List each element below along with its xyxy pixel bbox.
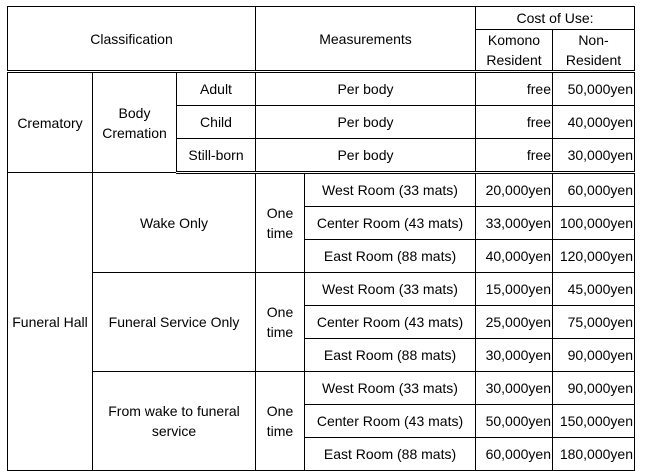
header-non-resident: Non-Resident bbox=[553, 30, 635, 72]
cremation-type: Adult bbox=[177, 72, 256, 106]
non-resident-fee: 180,000yen bbox=[553, 438, 635, 471]
resident-fee: free bbox=[476, 139, 553, 173]
header-classification: Classification bbox=[8, 7, 256, 72]
header-cost-of-use: Cost of Use: bbox=[476, 7, 635, 30]
resident-fee: 50,000yen bbox=[476, 405, 553, 438]
fee-table-container bbox=[7, 6, 635, 471]
non-resident-fee: 100,000yen bbox=[553, 207, 635, 240]
resident-fee: 40,000yen bbox=[476, 240, 553, 273]
funeral-hall-label: Funeral Hall bbox=[8, 173, 93, 471]
time-label: One time bbox=[256, 372, 305, 471]
room-name: East Room (88 mats) bbox=[305, 438, 476, 471]
non-resident-fee: 40,000yen bbox=[553, 106, 635, 139]
non-resident-fee: 150,000yen bbox=[553, 405, 635, 438]
room-name: Center Room (43 mats) bbox=[305, 306, 476, 339]
non-resident-fee: 75,000yen bbox=[553, 306, 635, 339]
resident-fee: 20,000yen bbox=[476, 173, 553, 207]
resident-fee: 60,000yen bbox=[476, 438, 553, 471]
fee-table bbox=[7, 6, 635, 471]
service-group-label: Funeral Service Only bbox=[93, 273, 256, 372]
resident-fee: 30,000yen bbox=[476, 339, 553, 372]
non-resident-fee: 30,000yen bbox=[553, 139, 635, 173]
time-label: One time bbox=[256, 173, 305, 273]
room-name: East Room (88 mats) bbox=[305, 339, 476, 372]
table-row bbox=[8, 273, 635, 306]
measure-cell: Per body bbox=[256, 72, 476, 106]
resident-fee: 15,000yen bbox=[476, 273, 553, 306]
time-label: One time bbox=[256, 273, 305, 372]
non-resident-fee: 45,000yen bbox=[553, 273, 635, 306]
non-resident-fee: 90,000yen bbox=[553, 372, 635, 405]
resident-fee: free bbox=[476, 72, 553, 106]
resident-fee: 25,000yen bbox=[476, 306, 553, 339]
table-row bbox=[8, 72, 635, 106]
body-cremation-label: Body Cremation bbox=[93, 72, 177, 173]
table-row bbox=[8, 173, 635, 207]
resident-fee: 33,000yen bbox=[476, 207, 553, 240]
room-name: West Room (33 mats) bbox=[305, 372, 476, 405]
room-name: Center Room (43 mats) bbox=[305, 207, 476, 240]
header-measurements: Measurements bbox=[256, 7, 476, 72]
table-row bbox=[8, 372, 635, 405]
measure-cell: Per body bbox=[256, 106, 476, 139]
non-resident-fee: 50,000yen bbox=[553, 72, 635, 106]
service-group-label: Wake Only bbox=[93, 173, 256, 273]
crematory-label: Crematory bbox=[8, 72, 93, 173]
room-name: West Room (33 mats) bbox=[305, 273, 476, 306]
header-komono-resident: Komono Resident bbox=[476, 30, 553, 72]
room-name: West Room (33 mats) bbox=[305, 173, 476, 207]
measure-cell: Per body bbox=[256, 139, 476, 173]
service-group-label: From wake to funeral service bbox=[93, 372, 256, 471]
resident-fee: 30,000yen bbox=[476, 372, 553, 405]
resident-fee: free bbox=[476, 106, 553, 139]
room-name: East Room (88 mats) bbox=[305, 240, 476, 273]
header-row-1 bbox=[8, 7, 635, 30]
cremation-type: Still-born bbox=[177, 139, 256, 173]
room-name: Center Room (43 mats) bbox=[305, 405, 476, 438]
cremation-type: Child bbox=[177, 106, 256, 139]
non-resident-fee: 60,000yen bbox=[553, 173, 635, 207]
non-resident-fee: 90,000yen bbox=[553, 339, 635, 372]
non-resident-fee: 120,000yen bbox=[553, 240, 635, 273]
